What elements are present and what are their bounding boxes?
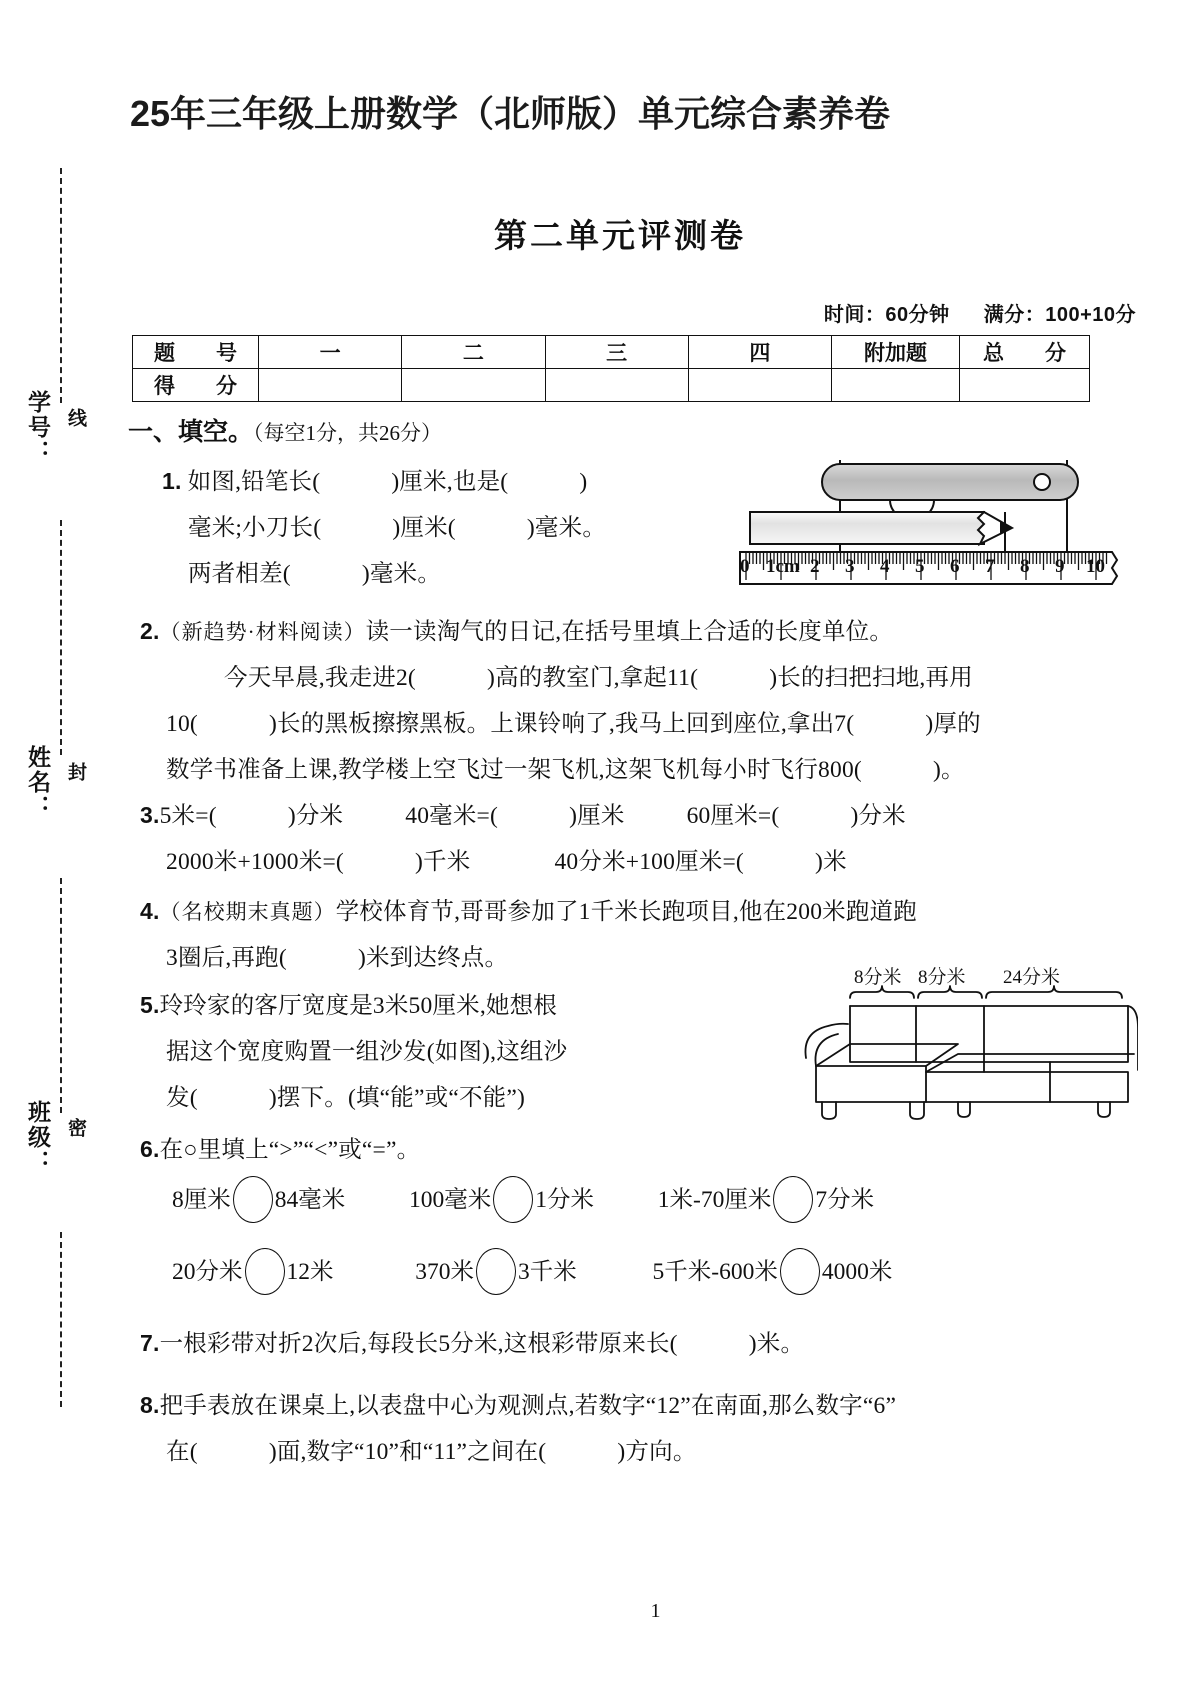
question-3 [140,792,906,885]
ruler-tick-2: 2 [810,556,820,577]
time-label: 时间：60分钟 [823,304,950,326]
question-6-lead: 在○里填上“>”“<”或“=”。 [159,1137,421,1163]
ruler-tick-0: 0 [740,556,750,577]
question-5-text-1: 玲玲家的客厅宽度是3米50厘米,她想根 [159,993,558,1019]
question-2-line-lead [140,608,981,655]
sofa-dim-label-2: 8分米 [918,967,966,988]
compare-item-3-left: 1米-70厘米 [657,1186,772,1213]
sidebar-label-student-id: 学号： [25,390,51,465]
question-8-number: 8. [140,1392,160,1418]
compare-item-1-right: 84毫米 [274,1186,346,1213]
question-2-line-3[interactable]: 数学书准备上课,教学楼上空飞过一架飞机,这架飞机每小时飞行800( )。 [166,757,965,783]
compare-item-3 [658,1178,874,1225]
sofa-figure [798,962,1138,1127]
compare-item-3-right: 7分米 [815,1186,875,1213]
seal-dash-segment-4 [60,1232,62,1407]
question-3-item-a1[interactable]: 5米=( )分米 [159,803,344,829]
unit-title: 第二单元评测卷 [494,217,746,254]
question-6-row-1 [172,1178,874,1225]
score-cell-4[interactable] [688,369,831,402]
compare-circle-6[interactable] [780,1248,820,1295]
ruler-tick-9: 9 [1055,556,1065,577]
ruler-tick-5: 5 [915,556,925,577]
question-1-number: 1. [162,468,182,494]
compare-circle-4[interactable] [245,1248,285,1295]
question-3-item-a3[interactable]: 60厘米=( )分米 [686,803,906,829]
score-table-col-4: 四 [688,336,831,369]
question-4-tag: （名校期末真题） [159,900,336,924]
question-5-number: 5. [140,992,160,1018]
score-cell-2[interactable] [402,369,545,402]
ruler-tick-7: 7 [985,556,995,577]
seal-dash-segment-2 [60,520,62,755]
question-2-tag: （新趋势·材料阅读） [159,620,366,644]
seal-dash-segment-1 [60,168,62,403]
score-cell-bonus[interactable] [832,369,960,402]
compare-item-2-left: 100毫米 [409,1186,492,1213]
score-table-col-total: 总 分 [960,336,1090,369]
question-4-line-2[interactable]: 3圈后,再跑( )米到达终点。 [166,945,509,971]
question-8 [140,1382,896,1475]
ruler-pencil-figure [712,448,1132,590]
question-2-line-2[interactable]: 10( )长的黑板擦擦黑板。上课铃响了,我马上回到座位,拿出7( )厚的 [166,711,981,737]
sofa-dim-label-3: 24分米 [1003,967,1061,988]
compare-item-2 [409,1178,594,1225]
question-3-item-b2[interactable]: 40分米+100厘米=( )米 [554,849,847,875]
score-table-row-label-score: 得 分 [133,369,259,402]
seal-dash-segment-3 [60,878,62,1113]
question-1-line-1 [162,458,606,505]
score-cell-3[interactable] [545,369,688,402]
question-2-lead: 读一读淘气的日记,在括号里填上合适的长度单位。 [365,619,894,645]
section-1-title: 一、填空。 [128,418,254,446]
section-1-note: （每空1分，共26分） [253,421,443,445]
compare-circle-3[interactable] [773,1176,813,1223]
full-score-label: 满分：100+10分 [983,304,1136,326]
ruler-tick-labels [712,556,1132,586]
compare-item-4-left: 20分米 [172,1258,243,1285]
score-table-col-bonus: 附加题 [832,336,960,369]
score-table [132,335,1090,402]
score-cell-total[interactable] [960,369,1090,402]
sidebar-label-class: 班级： [25,1100,51,1175]
question-5 [140,982,567,1121]
compare-item-4 [172,1250,334,1297]
question-8-line-2[interactable]: 在( )面,数字“10”和“11”之间在( )方向。 [166,1439,697,1465]
compare-item-6 [653,1250,893,1297]
question-5-line-2: 据这个宽度购置一组沙发(如图),这组沙 [166,1039,568,1065]
question-2-number: 2. [140,618,160,644]
question-7-number: 7. [140,1330,160,1356]
score-table-col-2: 二 [402,336,545,369]
section-1-heading [128,412,442,448]
seal-char-secret: 密 [65,1118,86,1139]
question-3-number: 3. [140,802,160,828]
compare-item-5-left: 370米 [415,1258,474,1285]
compare-item-5 [415,1250,577,1297]
question-6-lead-line [140,1126,420,1173]
question-3-item-b1[interactable]: 2000米+1000米=( )千米 [166,849,471,875]
page-title: 25年三年级上册数学（北师版）单元综合素养卷 [130,93,891,134]
compare-item-5-right: 3千米 [518,1258,577,1285]
question-1-text-1[interactable]: 如图,铅笔长( )厘米,也是( ) [187,469,588,495]
compare-item-1 [172,1178,345,1225]
compare-item-4-right: 12米 [286,1258,334,1285]
score-table-col-1: 一 [259,336,402,369]
table-row [133,336,1090,369]
question-3-line-1 [140,792,906,839]
compare-circle-5[interactable] [476,1248,516,1295]
question-7-line-1 [140,1320,804,1367]
compare-item-2-right: 1分米 [535,1186,594,1213]
question-3-item-a2[interactable]: 40毫米=( )厘米 [405,803,625,829]
question-4-number: 4. [140,898,160,924]
ruler-tick-8: 8 [1020,556,1030,577]
question-8-text-1: 把手表放在课桌上,以表盘中心为观测点,若数字“12”在南面,那么数字“6” [159,1393,897,1419]
page-number: 1 [650,1600,661,1622]
question-6 [140,1126,420,1173]
question-5-line-3[interactable]: 发( )摆下。(填“能”或“不能”) [166,1085,526,1111]
compare-item-6-right: 4000米 [821,1258,893,1285]
ruler-tick-1cm: 1cm [766,556,800,577]
score-cell-1[interactable] [259,369,402,402]
question-7-text-1[interactable]: 一根彩带对折2次后,每段长5分米,这根彩带原来长( )米。 [159,1331,805,1357]
left-seal-sidebar [0,0,120,1684]
question-2 [140,608,981,793]
question-1 [162,458,606,597]
compare-circle-2[interactable] [493,1176,533,1223]
question-1-line-2[interactable]: 毫米;小刀长( )厘米( )毫米。 [188,515,607,541]
sidebar-label-name: 姓名： [25,745,51,820]
question-1-line-3[interactable]: 两者相差( )毫米。 [188,561,442,587]
question-3-line-2 [140,839,906,885]
ruler-tick-10: 10 [1086,556,1105,577]
seal-char-seal: 封 [65,762,86,783]
ruler-tick-4: 4 [880,556,890,577]
score-table-col-3: 三 [545,336,688,369]
sofa-dim-label-1: 8分米 [854,967,902,988]
question-7 [140,1320,804,1367]
compare-item-1-left: 8厘米 [172,1186,231,1213]
score-table-row-label-question: 题 号 [133,336,259,369]
compare-circle-1[interactable] [233,1176,273,1223]
exam-page [120,0,1191,1684]
seal-char-line: 线 [65,408,86,429]
ruler-tick-3: 3 [845,556,855,577]
time-and-score-line [824,298,1136,327]
question-4-text-1: 学校体育节,哥哥参加了1千米长跑项目,他在200米跑道跑 [335,899,917,925]
question-4-line-1 [140,888,917,935]
table-row [133,369,1090,402]
question-8-line-1 [140,1382,896,1429]
ruler-tick-6: 6 [950,556,960,577]
question-6-row-2 [172,1250,892,1297]
question-5-line-1 [140,982,567,1029]
compare-item-6-left: 5千米-600米 [652,1258,778,1285]
question-2-line-1[interactable]: 今天早晨,我走进2( )高的教室门,拿起11( )长的扫把扫地,再用 [224,665,973,691]
question-6-number: 6. [140,1136,160,1162]
